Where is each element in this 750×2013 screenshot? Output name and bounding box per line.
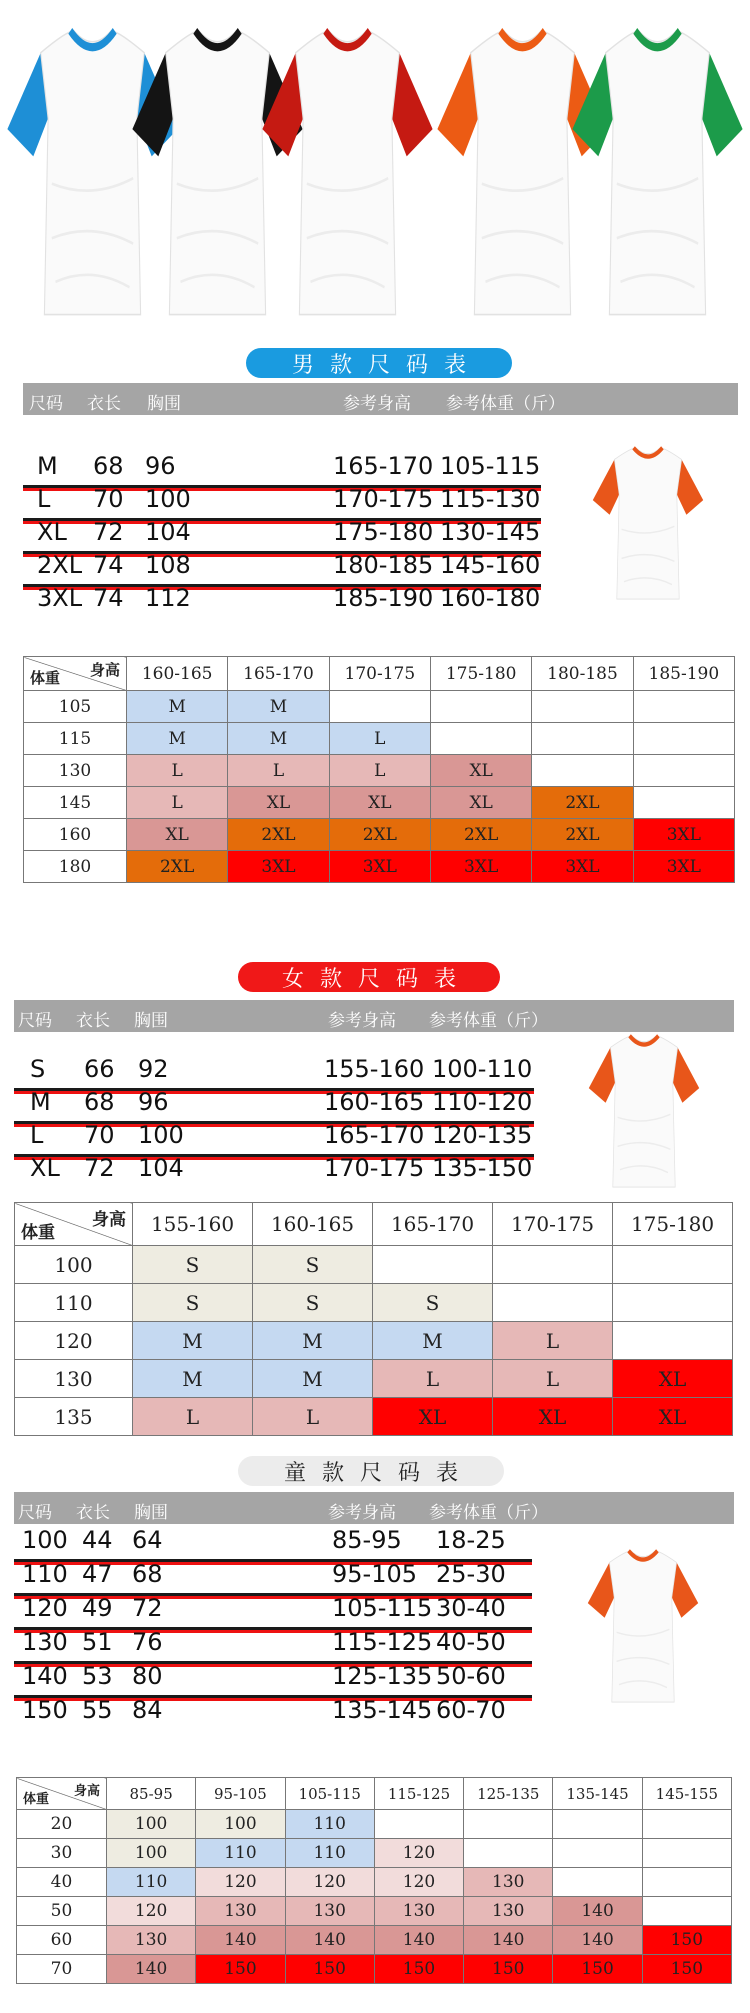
size-cell-weight: 145-160 (440, 551, 541, 579)
matrix-cell: XL (329, 787, 430, 819)
matrix-cell: 3XL (329, 851, 430, 883)
matrix-cell (613, 1322, 733, 1360)
size-cell-weight: 160-180 (440, 584, 541, 612)
matrix-col-header: 105-115 (285, 1778, 374, 1810)
size-cell-length: 74 (93, 584, 124, 612)
kids-header-bar (14, 1492, 734, 1524)
matrix-cell: 150 (285, 1955, 374, 1984)
tshirt-red-sleeve-icon (255, 20, 440, 320)
matrix-cell: 100 (107, 1839, 196, 1868)
matrix-cell: 140 (196, 1926, 285, 1955)
header-length: 衣长 (87, 394, 121, 414)
tshirt-orange-sleeve-icon (584, 1030, 704, 1194)
matrix-cell (633, 723, 734, 755)
matrix-row-header: 105 (24, 691, 127, 723)
women-size-matrix (14, 1202, 733, 1436)
matrix-cell: 110 (285, 1810, 374, 1839)
size-cell-size: L (37, 485, 51, 513)
matrix-cell: XL (613, 1360, 733, 1398)
matrix-row-header: 60 (17, 1926, 107, 1955)
matrix-cell (430, 691, 531, 723)
size-cell-size: 120 (22, 1594, 68, 1622)
matrix-cell: 3XL (430, 851, 531, 883)
size-cell-weight: 115-130 (440, 485, 541, 513)
matrix-row-header: 135 (15, 1398, 133, 1436)
size-cell-chest: 100 (145, 485, 191, 513)
size-row (14, 1088, 534, 1124)
matrix-corner (17, 1778, 107, 1810)
size-cell-weight: 18-25 (436, 1526, 506, 1554)
matrix-cell (374, 1810, 463, 1839)
header-weight: 参考体重（斤） (429, 1011, 548, 1031)
matrix-cell: XL (127, 819, 228, 851)
matrix-row-header: 100 (15, 1246, 133, 1284)
matrix-cell: 130 (374, 1897, 463, 1926)
matrix-cell (430, 723, 531, 755)
kids-size-matrix (16, 1777, 732, 1984)
matrix-cell: 3XL (633, 851, 734, 883)
matrix-cell: S (133, 1284, 253, 1322)
matrix-cell: L (493, 1360, 613, 1398)
matrix-cell (613, 1284, 733, 1322)
size-cell-length: 66 (84, 1055, 115, 1083)
matrix-cell: M (253, 1360, 373, 1398)
size-row (14, 1154, 534, 1187)
size-cell-chest: 92 (138, 1055, 169, 1083)
header-weight: 参考体重（斤） (429, 1503, 548, 1523)
matrix-cell: 2XL (430, 819, 531, 851)
matrix-row-header: 50 (17, 1897, 107, 1926)
matrix-col-header: 185-190 (633, 657, 734, 691)
matrix-row-header: 120 (15, 1322, 133, 1360)
matrix-cell: 120 (374, 1868, 463, 1897)
matrix-col-header: 180-185 (532, 657, 633, 691)
corner-height-label: 身高 (73, 1784, 100, 1799)
women-header-bar (14, 1000, 734, 1032)
matrix-cell (553, 1868, 642, 1897)
corner-height-label: 身高 (89, 661, 120, 679)
matrix-cell: 140 (553, 1897, 642, 1926)
matrix-corner (15, 1203, 133, 1246)
matrix-col-header: 175-180 (613, 1203, 733, 1246)
size-row (14, 1594, 532, 1630)
men-size-chart-title: 男款尺码表 (246, 348, 512, 378)
matrix-cell: L (133, 1398, 253, 1436)
matrix-cell (642, 1839, 731, 1868)
size-cell-weight: 105-115 (440, 452, 541, 480)
size-cell-size: 130 (22, 1628, 68, 1656)
size-cell-size: XL (30, 1154, 60, 1182)
matrix-cell: M (133, 1360, 253, 1398)
matrix-cell: 2XL (532, 787, 633, 819)
matrix-cell: 150 (642, 1926, 731, 1955)
matrix-cell (373, 1246, 493, 1284)
matrix-col-header: 145-155 (642, 1778, 731, 1810)
size-cell-weight: 25-30 (436, 1560, 506, 1588)
matrix-col-header: 160-165 (127, 657, 228, 691)
size-cell-size: M (37, 452, 58, 480)
matrix-cell: 2XL (228, 819, 329, 851)
matrix-cell: S (253, 1246, 373, 1284)
matrix-col-header: 85-95 (107, 1778, 196, 1810)
size-row (14, 1055, 534, 1091)
size-cell-size: M (30, 1088, 51, 1116)
size-cell-size: 3XL (37, 584, 83, 612)
matrix-cell: 100 (107, 1810, 196, 1839)
size-row (14, 1526, 532, 1562)
matrix-cell: 150 (464, 1955, 553, 1984)
size-cell-length: 72 (93, 518, 124, 546)
matrix-cell: 150 (196, 1955, 285, 1984)
matrix-col-header: 135-145 (553, 1778, 642, 1810)
corner-weight-label: 体重 (21, 1223, 55, 1243)
matrix-cell: S (133, 1246, 253, 1284)
size-cell-height: 185-190 (333, 584, 434, 612)
matrix-col-header: 175-180 (430, 657, 531, 691)
matrix-corner (24, 657, 127, 691)
size-cell-weight: 100-110 (432, 1055, 533, 1083)
matrix-cell: 150 (374, 1955, 463, 1984)
size-cell-weight: 50-60 (436, 1662, 506, 1690)
matrix-cell: 140 (374, 1926, 463, 1955)
matrix-cell (532, 723, 633, 755)
matrix-cell: 110 (107, 1868, 196, 1897)
matrix-cell: 130 (196, 1897, 285, 1926)
size-cell-height: 135-145 (332, 1696, 433, 1724)
size-cell-height: 155-160 (324, 1055, 425, 1083)
size-row (23, 485, 541, 521)
matrix-row-header: 115 (24, 723, 127, 755)
matrix-row-header: 110 (15, 1284, 133, 1322)
matrix-cell: 120 (107, 1897, 196, 1926)
size-cell-chest: 104 (145, 518, 191, 546)
size-cell-size: 100 (22, 1526, 68, 1554)
matrix-cell: 130 (464, 1897, 553, 1926)
matrix-cell (633, 787, 734, 819)
size-cell-size: 150 (22, 1696, 68, 1724)
matrix-row-header: 40 (17, 1868, 107, 1897)
size-cell-chest: 80 (132, 1662, 163, 1690)
header-size: 尺码 (18, 1503, 52, 1523)
matrix-cell (553, 1810, 642, 1839)
matrix-cell: 140 (107, 1955, 196, 1984)
size-cell-length: 72 (84, 1154, 115, 1182)
tshirt-orange-sleeve-icon (588, 442, 708, 606)
size-cell-height: 125-135 (332, 1662, 433, 1690)
matrix-cell: 120 (374, 1839, 463, 1868)
matrix-cell: XL (373, 1398, 493, 1436)
size-cell-height: 115-125 (332, 1628, 433, 1656)
matrix-col-header: 155-160 (133, 1203, 253, 1246)
matrix-cell: S (373, 1284, 493, 1322)
size-cell-size: 140 (22, 1662, 68, 1690)
size-cell-height: 175-180 (333, 518, 434, 546)
size-cell-length: 53 (82, 1662, 113, 1690)
matrix-cell: L (127, 755, 228, 787)
matrix-cell: XL (493, 1398, 613, 1436)
matrix-row-header: 20 (17, 1810, 107, 1839)
matrix-cell: M (228, 691, 329, 723)
size-cell-height: 105-115 (332, 1594, 433, 1622)
women-size-chart-title: 女款尺码表 (238, 962, 500, 992)
matrix-cell (464, 1810, 553, 1839)
size-cell-size: XL (37, 518, 67, 546)
matrix-cell: M (228, 723, 329, 755)
kids-size-chart-title: 童款尺码表 (238, 1456, 504, 1486)
corner-height-label: 身高 (92, 1210, 126, 1230)
matrix-cell: 3XL (633, 819, 734, 851)
size-row (23, 518, 541, 554)
matrix-cell: 130 (107, 1926, 196, 1955)
matrix-cell: 120 (196, 1868, 285, 1897)
matrix-cell: 140 (553, 1926, 642, 1955)
header-height: 参考身高 (343, 394, 411, 414)
header-size: 尺码 (29, 394, 63, 414)
header-chest: 胸围 (134, 1011, 168, 1031)
size-cell-height: 85-95 (332, 1526, 402, 1554)
size-cell-length: 47 (82, 1560, 113, 1588)
men-size-matrix (23, 656, 735, 883)
header-weight: 参考体重（斤） (446, 394, 565, 414)
matrix-col-header: 95-105 (196, 1778, 285, 1810)
size-row (14, 1560, 532, 1596)
size-cell-length: 68 (93, 452, 124, 480)
size-cell-length: 55 (82, 1696, 113, 1724)
size-cell-weight: 130-145 (440, 518, 541, 546)
size-cell-height: 165-170 (324, 1121, 425, 1149)
corner-weight-label: 体重 (23, 1792, 50, 1807)
matrix-cell (633, 691, 734, 723)
size-cell-size: S (30, 1055, 46, 1083)
size-cell-size: 2XL (37, 551, 83, 579)
matrix-cell: 2XL (532, 819, 633, 851)
matrix-cell: 130 (285, 1897, 374, 1926)
size-cell-chest: 68 (132, 1560, 163, 1588)
hero-shirts-banner (0, 0, 750, 330)
tshirt-green-sleeve-icon (565, 20, 750, 320)
matrix-cell (532, 691, 633, 723)
men-header-bar (23, 383, 738, 415)
size-cell-chest: 96 (138, 1088, 169, 1116)
matrix-cell: 110 (285, 1839, 374, 1868)
size-row (14, 1662, 532, 1698)
matrix-cell: XL (228, 787, 329, 819)
matrix-cell: XL (613, 1398, 733, 1436)
corner-weight-label: 体重 (30, 669, 61, 687)
matrix-cell: 3XL (228, 851, 329, 883)
size-cell-length: 51 (82, 1628, 113, 1656)
size-cell-chest: 72 (132, 1594, 163, 1622)
header-height: 参考身高 (328, 1503, 396, 1523)
size-cell-height: 170-175 (333, 485, 434, 513)
size-cell-height: 165-170 (333, 452, 434, 480)
size-row (14, 1696, 532, 1729)
matrix-cell: 130 (464, 1868, 553, 1897)
size-row (14, 1628, 532, 1664)
matrix-cell (493, 1246, 613, 1284)
matrix-col-header: 125-135 (464, 1778, 553, 1810)
matrix-cell (553, 1839, 642, 1868)
size-cell-chest: 100 (138, 1121, 184, 1149)
matrix-cell (642, 1810, 731, 1839)
header-length: 衣长 (76, 1503, 110, 1523)
matrix-cell: L (329, 755, 430, 787)
matrix-cell (613, 1246, 733, 1284)
matrix-cell: 150 (642, 1955, 731, 1984)
matrix-cell (642, 1868, 731, 1897)
matrix-cell: 140 (285, 1926, 374, 1955)
tshirt-orange-sleeve-icon (583, 1545, 703, 1709)
size-cell-height: 170-175 (324, 1154, 425, 1182)
matrix-cell: XL (430, 755, 531, 787)
matrix-row-header: 130 (24, 755, 127, 787)
matrix-cell: 2XL (127, 851, 228, 883)
matrix-cell (532, 755, 633, 787)
matrix-cell: M (253, 1322, 373, 1360)
matrix-col-header: 170-175 (493, 1203, 613, 1246)
matrix-cell (329, 691, 430, 723)
size-cell-length: 70 (84, 1121, 115, 1149)
size-cell-height: 95-105 (332, 1560, 418, 1588)
size-cell-length: 74 (93, 551, 124, 579)
size-cell-weight: 110-120 (432, 1088, 533, 1116)
size-row (23, 551, 541, 587)
size-cell-size: L (30, 1121, 44, 1149)
matrix-cell: S (253, 1284, 373, 1322)
size-cell-weight: 60-70 (436, 1696, 506, 1724)
size-cell-chest: 112 (145, 584, 191, 612)
matrix-cell: M (127, 723, 228, 755)
matrix-cell (464, 1839, 553, 1868)
matrix-cell: 100 (196, 1810, 285, 1839)
matrix-cell: M (133, 1322, 253, 1360)
matrix-cell (633, 755, 734, 787)
size-cell-weight: 30-40 (436, 1594, 506, 1622)
size-cell-length: 49 (82, 1594, 113, 1622)
matrix-col-header: 165-170 (373, 1203, 493, 1246)
matrix-cell (493, 1284, 613, 1322)
matrix-col-header: 160-165 (253, 1203, 373, 1246)
header-chest: 胸围 (147, 394, 181, 414)
matrix-cell: 3XL (532, 851, 633, 883)
matrix-cell: 110 (196, 1839, 285, 1868)
matrix-cell: 140 (464, 1926, 553, 1955)
matrix-row-header: 130 (15, 1360, 133, 1398)
matrix-row-header: 30 (17, 1839, 107, 1868)
size-cell-size: 110 (22, 1560, 68, 1588)
size-cell-weight: 135-150 (432, 1154, 533, 1182)
size-cell-chest: 108 (145, 551, 191, 579)
size-cell-chest: 96 (145, 452, 176, 480)
matrix-cell: L (373, 1360, 493, 1398)
size-cell-height: 160-165 (324, 1088, 425, 1116)
matrix-cell: L (493, 1322, 613, 1360)
matrix-col-header: 115-125 (374, 1778, 463, 1810)
matrix-cell: L (127, 787, 228, 819)
matrix-cell: 2XL (329, 819, 430, 851)
matrix-cell: M (127, 691, 228, 723)
size-cell-chest: 104 (138, 1154, 184, 1182)
size-cell-weight: 40-50 (436, 1628, 506, 1656)
header-height: 参考身高 (328, 1011, 396, 1031)
size-row (23, 584, 541, 617)
size-cell-chest: 64 (132, 1526, 163, 1554)
matrix-row-header: 145 (24, 787, 127, 819)
size-cell-height: 180-185 (333, 551, 434, 579)
size-row (23, 452, 541, 488)
size-row (14, 1121, 534, 1157)
matrix-col-header: 170-175 (329, 657, 430, 691)
header-size: 尺码 (18, 1011, 52, 1031)
header-chest: 胸围 (134, 1503, 168, 1523)
matrix-cell: L (228, 755, 329, 787)
matrix-cell: L (253, 1398, 373, 1436)
matrix-cell: 150 (553, 1955, 642, 1984)
matrix-row-header: 180 (24, 851, 127, 883)
matrix-cell: M (373, 1322, 493, 1360)
matrix-row-header: 70 (17, 1955, 107, 1984)
matrix-cell: XL (430, 787, 531, 819)
size-cell-length: 44 (82, 1526, 113, 1554)
size-cell-weight: 120-135 (432, 1121, 533, 1149)
matrix-cell: 120 (285, 1868, 374, 1897)
size-cell-length: 70 (93, 485, 124, 513)
matrix-col-header: 165-170 (228, 657, 329, 691)
size-cell-length: 68 (84, 1088, 115, 1116)
size-cell-chest: 84 (132, 1696, 163, 1724)
header-length: 衣长 (76, 1011, 110, 1031)
matrix-row-header: 160 (24, 819, 127, 851)
matrix-cell: L (329, 723, 430, 755)
size-cell-chest: 76 (132, 1628, 163, 1656)
matrix-cell (642, 1897, 731, 1926)
